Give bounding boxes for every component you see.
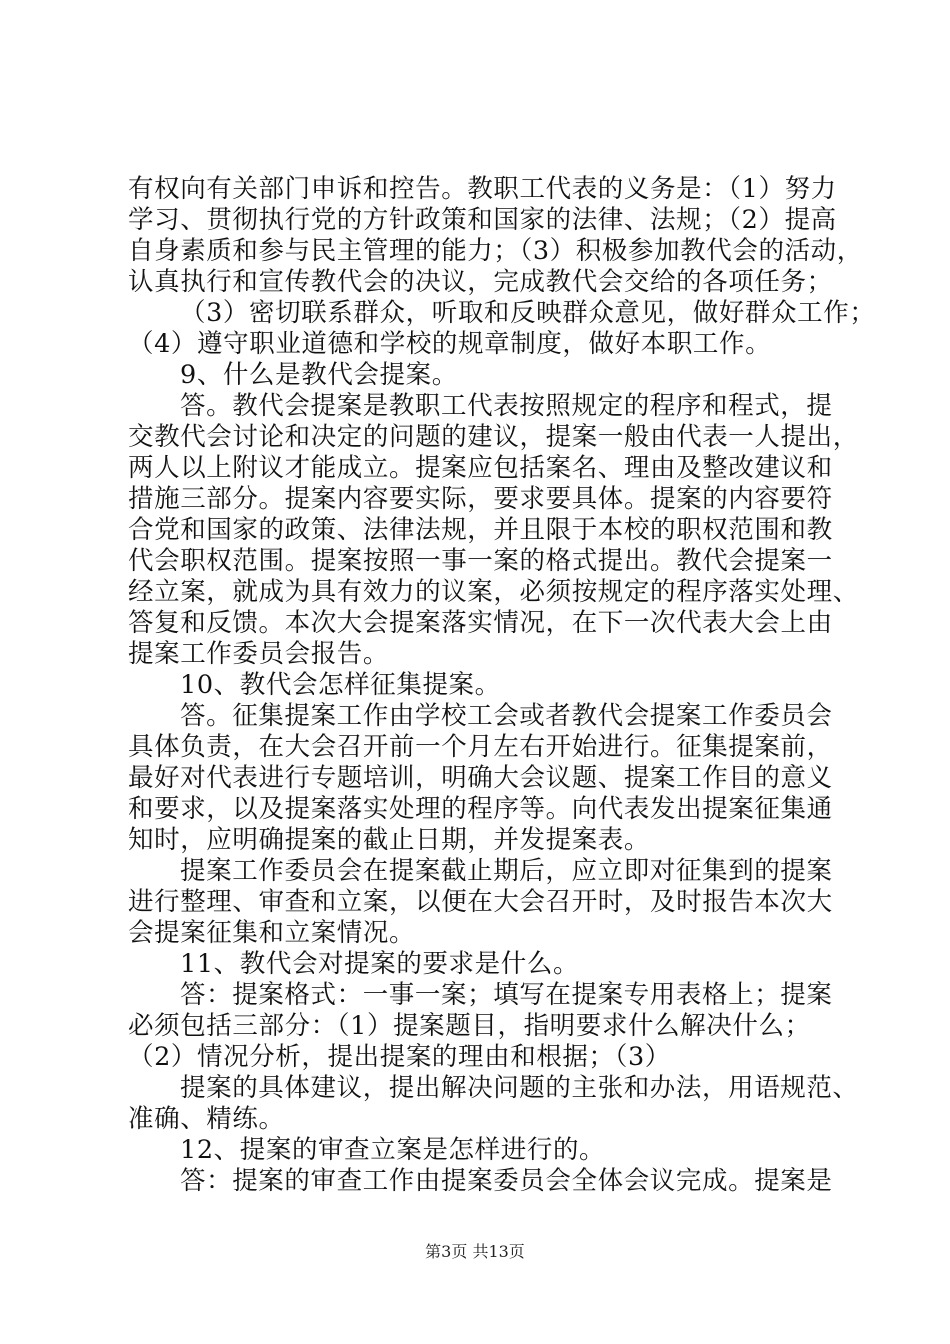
page-number: 第3页 共13页 xyxy=(425,1242,525,1261)
text-line: 提案工作委员会报告。 xyxy=(128,639,390,669)
text-line: 学习、贯彻执行党的方针政策和国家的法律、法规；（2）提高 xyxy=(128,205,837,235)
text-line: 措施三部分。提案内容要实际，要求要具体。提案的内容要符 xyxy=(128,484,833,514)
question-heading: 12、提案的审查立案是怎样进行的。 xyxy=(180,1135,606,1165)
text-line: 具体负责，在大会召开前一个月左右开始进行。征集提案前， xyxy=(128,732,833,762)
text-line: 代会职权范围。提案按照一事一案的格式提出。教代会提案一 xyxy=(128,546,833,576)
text-line: 答复和反馈。本次大会提案落实情况，在下一次代表大会上由 xyxy=(128,608,833,638)
text-line: 答：提案的审查工作由提案委员会全体会议完成。提案是 xyxy=(180,1166,833,1196)
text-line: 交教代会讨论和决定的问题的建议，提案一般由代表一人提出， xyxy=(128,422,859,452)
text-line: 最好对代表进行专题培训，明确大会议题、提案工作目的意义 xyxy=(128,763,833,793)
text-line: 会提案征集和立案情况。 xyxy=(128,918,416,948)
text-line: （2）情况分析，提出提案的理由和根据；（3） xyxy=(128,1042,671,1072)
text-line: 必须包括三部分：（1）提案题目，指明要求什么解决什么； xyxy=(128,1011,811,1041)
document-body xyxy=(128,174,876,1197)
question-heading: 11、教代会对提案的要求是什么。 xyxy=(180,949,580,979)
text-line: 答：提案格式：一事一案；填写在提案专用表格上；提案 xyxy=(180,980,833,1010)
text-line: 进行整理、审查和立案，以便在大会召开时，及时报告本次大 xyxy=(128,887,833,917)
text-line: 经立案，就成为具有效力的议案，必须按规定的程序落实处理、 xyxy=(128,577,859,607)
text-line: 提案工作委员会在提案截止期后，应立即对征集到的提案 xyxy=(180,856,833,886)
question-heading: 9、什么是教代会提案。 xyxy=(180,360,458,390)
text-line: 合党和国家的政策、法律法规，并且限于本校的职权范围和教 xyxy=(128,515,833,545)
question-heading: 10、教代会怎样征集提案。 xyxy=(180,670,501,700)
text-line: （3）密切联系群众，听取和反映群众意见，做好群众工作； xyxy=(180,298,876,328)
text-line: （4）遵守职业道德和学校的规章制度，做好本职工作。 xyxy=(128,329,772,359)
text-line: 答。教代会提案是教职工代表按照规定的程序和程式，提 xyxy=(180,391,833,421)
text-line: 答。征集提案工作由学校工会或者教代会提案工作委员会 xyxy=(180,701,833,731)
text-line: 提案的具体建议，提出解决问题的主张和办法，用语规范、 xyxy=(180,1073,859,1103)
text-line: 有权向有关部门申诉和控告。教职工代表的义务是：（1）努力 xyxy=(128,174,837,204)
text-line: 知时，应明确提案的截止日期，并发提案表。 xyxy=(128,825,651,855)
text-line: 两人以上附议才能成立。提案应包括案名、理由及整改建议和 xyxy=(128,453,833,483)
text-line: 认真执行和宣传教代会的决议，完成教代会交给的各项任务； xyxy=(128,267,833,297)
page-footer xyxy=(0,1242,950,1262)
text-line: 准确、精练。 xyxy=(128,1104,285,1134)
text-line: 自身素质和参与民主管理的能力；（3）积极参加教代会的活动， xyxy=(128,236,863,266)
text-line: 和要求，以及提案落实处理的程序等。向代表发出提案征集通 xyxy=(128,794,833,824)
